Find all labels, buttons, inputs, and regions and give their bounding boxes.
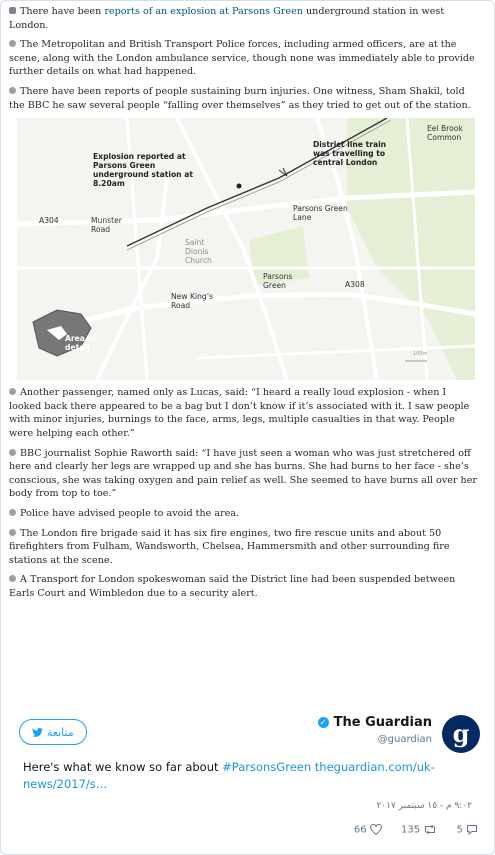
parsons-green-map [17, 118, 475, 380]
parsons-green-label: Parsons Green [263, 272, 293, 291]
follow-button[interactable] [19, 719, 87, 745]
paragraph-7: The London fire brigade said it has six fire engines, two fire rescue units and about 50 firefighters from Fulham, Wandsworth, Chelsea, Hammersmith and other surrounding fire stations at the scene. [9, 527, 450, 566]
a304-label: A304 [39, 216, 59, 226]
verified-badge-icon: ✓ [318, 717, 329, 728]
like-count: 66 [353, 824, 367, 836]
paragraph-5: BBC journalist Sophie Raworth said: “I have just seen a woman who was just stretchered off here and clearly her legs are wrapped up and she has burns. She had burns to her face - she’s conscious, she was taking oxygen and pain relief as well. She seemed to have burns all over her body from top to toe.” [9, 447, 477, 500]
reply-action[interactable] [456, 824, 478, 836]
twitter-bird-icon [32, 728, 43, 737]
bullet-icon [9, 87, 16, 94]
heart-icon [370, 824, 382, 835]
retweet-count: 135 [400, 824, 421, 836]
bullet-icon [9, 509, 16, 516]
tweet-text: Here's what we know so far about #ParsonsGreen theguardian.com/uk-news/2017/s… [23, 760, 435, 791]
bullet-icon [9, 40, 16, 47]
kings-road-label: New King’s Road [171, 292, 214, 311]
bullet-icon [9, 449, 16, 456]
follow-label: متابعة [46, 726, 74, 739]
tweet-timestamp[interactable]: ٩:٠٢ م - ١٥ سبتمبر ٢٠١٧ [376, 801, 472, 811]
article-url-link[interactable]: theguardian.com/uk-news/2017/s… [23, 760, 435, 791]
retweet-action[interactable] [401, 824, 437, 836]
bullet-icon [9, 575, 16, 582]
bullet-icon [9, 529, 16, 536]
paragraph-1: There have been reports of an explosion at Parsons Green underground station in west London. [9, 6, 445, 31]
guardian-avatar[interactable]: g [442, 715, 480, 753]
tweet-card [1, 707, 494, 854]
paragraph-2: The Metropolitan and British Transport Police forces, including armed officers, are at the scene, along with the London ambulance service, though none was immediately able to provide further details on what had happened. [9, 39, 475, 78]
paragraph-6: Police have advised people to avoid the area. [9, 507, 479, 521]
munster-road-label: Munster Road [91, 216, 122, 235]
account-name[interactable]: ✓ The Guardian [334, 715, 432, 730]
a308-label: A308 [345, 280, 365, 290]
bullet-icon [9, 7, 16, 14]
account-handle[interactable]: @guardian [377, 734, 432, 745]
paragraph-4: Another passenger, named only as Lucas, said: “I heard a really loud explosion - when I looked back there appeared to be a bag but I don’t know if it’s associated with it. I saw people with minor injuries, burnings to the face, arms, legs, multiple casualties in that way. People were helping each other.” [9, 387, 470, 439]
explosion-label: Explosion reported at Parsons Green underground station at 8.20am [93, 152, 193, 189]
reply-icon [466, 824, 478, 835]
retweet-icon [423, 824, 437, 835]
hashtag-link[interactable]: #ParsonsGreen [222, 760, 312, 774]
paragraph-8: A Transport for London spokeswoman said the District line had been suspended between Earls Court and Wimbledon due to a security alert. [9, 574, 456, 599]
like-action[interactable] [354, 824, 382, 836]
paragraph-3: There have been reports of people sustaining burn injuries. One witness, Sham Shakil, told the BBC he saw several people “falling over themselves” as they tried to get out of the station. [9, 85, 471, 111]
eel-brook-label: Eel Brook Common [427, 124, 463, 143]
st-dionis-label: Saint Dionis Church [185, 238, 212, 266]
area-of-detail-label: Area of detail [65, 334, 97, 353]
parsons-green-lane-label: Parsons Green Lane [293, 204, 348, 223]
explosion-report-link[interactable]: reports of an explosion at Parsons Green [104, 6, 303, 17]
reply-count: 5 [456, 824, 463, 836]
tweet-actions [338, 824, 478, 840]
train-label: District line train was travelling to central London [313, 140, 387, 168]
article-screenshot [9, 1, 479, 606]
scale-label: 100m [413, 351, 428, 358]
bullet-icon [9, 388, 16, 395]
